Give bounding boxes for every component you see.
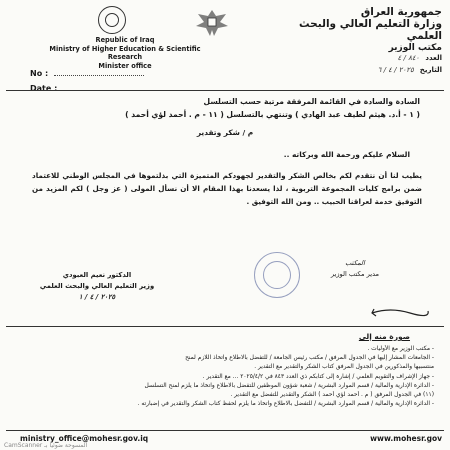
reference-number-value: ٨٤٠ / ٤	[397, 54, 420, 62]
footer-website: www.mohesr.gov	[370, 434, 442, 443]
copies-divider	[6, 326, 444, 327]
copies-line: - الجامعات المشار إليها في الجدول المرفق / مكتب رئيس الجامعة / للتفضل بالاطلاع واتخاذ اللازم لمنح	[185, 355, 434, 362]
iraq-eagle-emblem-icon	[190, 6, 234, 40]
signature-line: الدكتور نعيم العبودي	[62, 271, 132, 279]
copies-line: - الدائرة الإدارية والمالية / قسم الموارد البشرية / شعبة شؤون الموظفين للتفضل بالاطلاع واتخاذ ما يلزم لمنح التسلسل	[144, 382, 434, 389]
letterhead-line: Ministry of Higher Education & Scientific Research	[49, 44, 201, 61]
ministry-seal-logo-icon	[98, 6, 126, 34]
letter-body: يطيب لنا أن نتقدم لكم بخالص الشكر والتقدير لجهودكم المتميزة التي بذلتموها في المجلس الوطني للاعتماد ضمن برامج كليات المجموعة التربوية ، لذا يسعدنا بهذا المقام الا أن نسأل المولى ( عز وجل ) لكم المزيد من التوفيق خدمة لعراقنا الحبيب .. ومن الله التوفيق .	[32, 171, 422, 206]
reference-number-label: العدد	[425, 54, 442, 62]
footer-email: ministry_office@mohesr.gov.iq	[20, 434, 149, 443]
addressee	[40, 95, 420, 121]
letterhead-line: جمهورية العراق	[360, 6, 442, 18]
subject-line: م / شكر وتقدير	[196, 128, 254, 137]
letterhead-line: مكتب الوزير	[388, 43, 442, 53]
footer	[0, 434, 450, 450]
signature-date: ٢٠٢٥ / ٤ / ١	[78, 293, 116, 301]
handwritten-mark-icon	[370, 305, 430, 322]
copies-line: - الدائرة الإدارية والمالية / قسم الموارد البشرية / للتفضل بالاطلاع واتخاذ ما يلزم لحفظ كتاب الشكر والتقدير في إضبارته .	[137, 401, 434, 408]
header-divider	[6, 90, 444, 91]
copies-line: منتسبيها والمذكورين في الجدول المرفق كتاب الشكر والتقدير مع التقدير .	[254, 364, 434, 371]
letterhead-line: Republic of Iraq	[95, 36, 155, 44]
letterhead-line: Minister office	[98, 61, 152, 70]
arabic-letterhead	[292, 6, 442, 54]
letterhead-line: وزارة التعليم العالي والبحث العلمي	[299, 18, 442, 42]
minister-signature-block	[22, 270, 172, 303]
english-letterhead	[40, 36, 210, 70]
greeting: السلام عليكم ورحمة الله وبركاته ..	[283, 150, 410, 159]
reference-date-value: ٢٠٢٥ / ٤ / ٦	[377, 66, 414, 74]
reference-box-english	[30, 66, 153, 96]
signature-line: المكتب	[345, 259, 365, 267]
copies-line: (١١) في الجدول المرفق ( م . أحمد لؤي أحمد ) الشكر والتقدير للتفضل مع التقدير .	[230, 392, 434, 399]
footer-divider	[6, 430, 444, 431]
copies-title: صورة منه إلى	[358, 332, 410, 341]
copies-line: - مكتب الوزير مع الأوليات .	[367, 346, 434, 352]
reference-no-label: No :	[30, 69, 49, 78]
copies-list	[24, 345, 434, 409]
reference-box-arabic	[332, 52, 442, 76]
reference-date-label: التاريخ	[419, 66, 442, 74]
addressee-line: السادة والسادة في القائمة المرفقة مرتبة حسب التسلسل	[203, 97, 420, 106]
addressee-line: ( ١ - أ.د. هيثم لطيف عبد الهادي ) وتنتهي بالتسلسل ( ١١ - م . أحمد لؤي أحمد )	[125, 110, 420, 119]
reference-date-en-label: Date :	[30, 84, 58, 93]
copies-line: - جهاز الإشراف والتقويم العلمي / إشارة إلى كتابكم ذي العدد ٨٤٣ في ٢٠٢٥/٤/٢ ... مع التقدير .	[202, 373, 434, 380]
scanner-watermark: CamScanner المسوحة ضوئيا بـ	[4, 442, 88, 449]
signature-line: وزير التعليم العالي والبحث العلمي	[39, 282, 155, 290]
office-signature-block	[280, 258, 430, 280]
signature-line: مدير مكتب الوزير	[330, 270, 380, 278]
